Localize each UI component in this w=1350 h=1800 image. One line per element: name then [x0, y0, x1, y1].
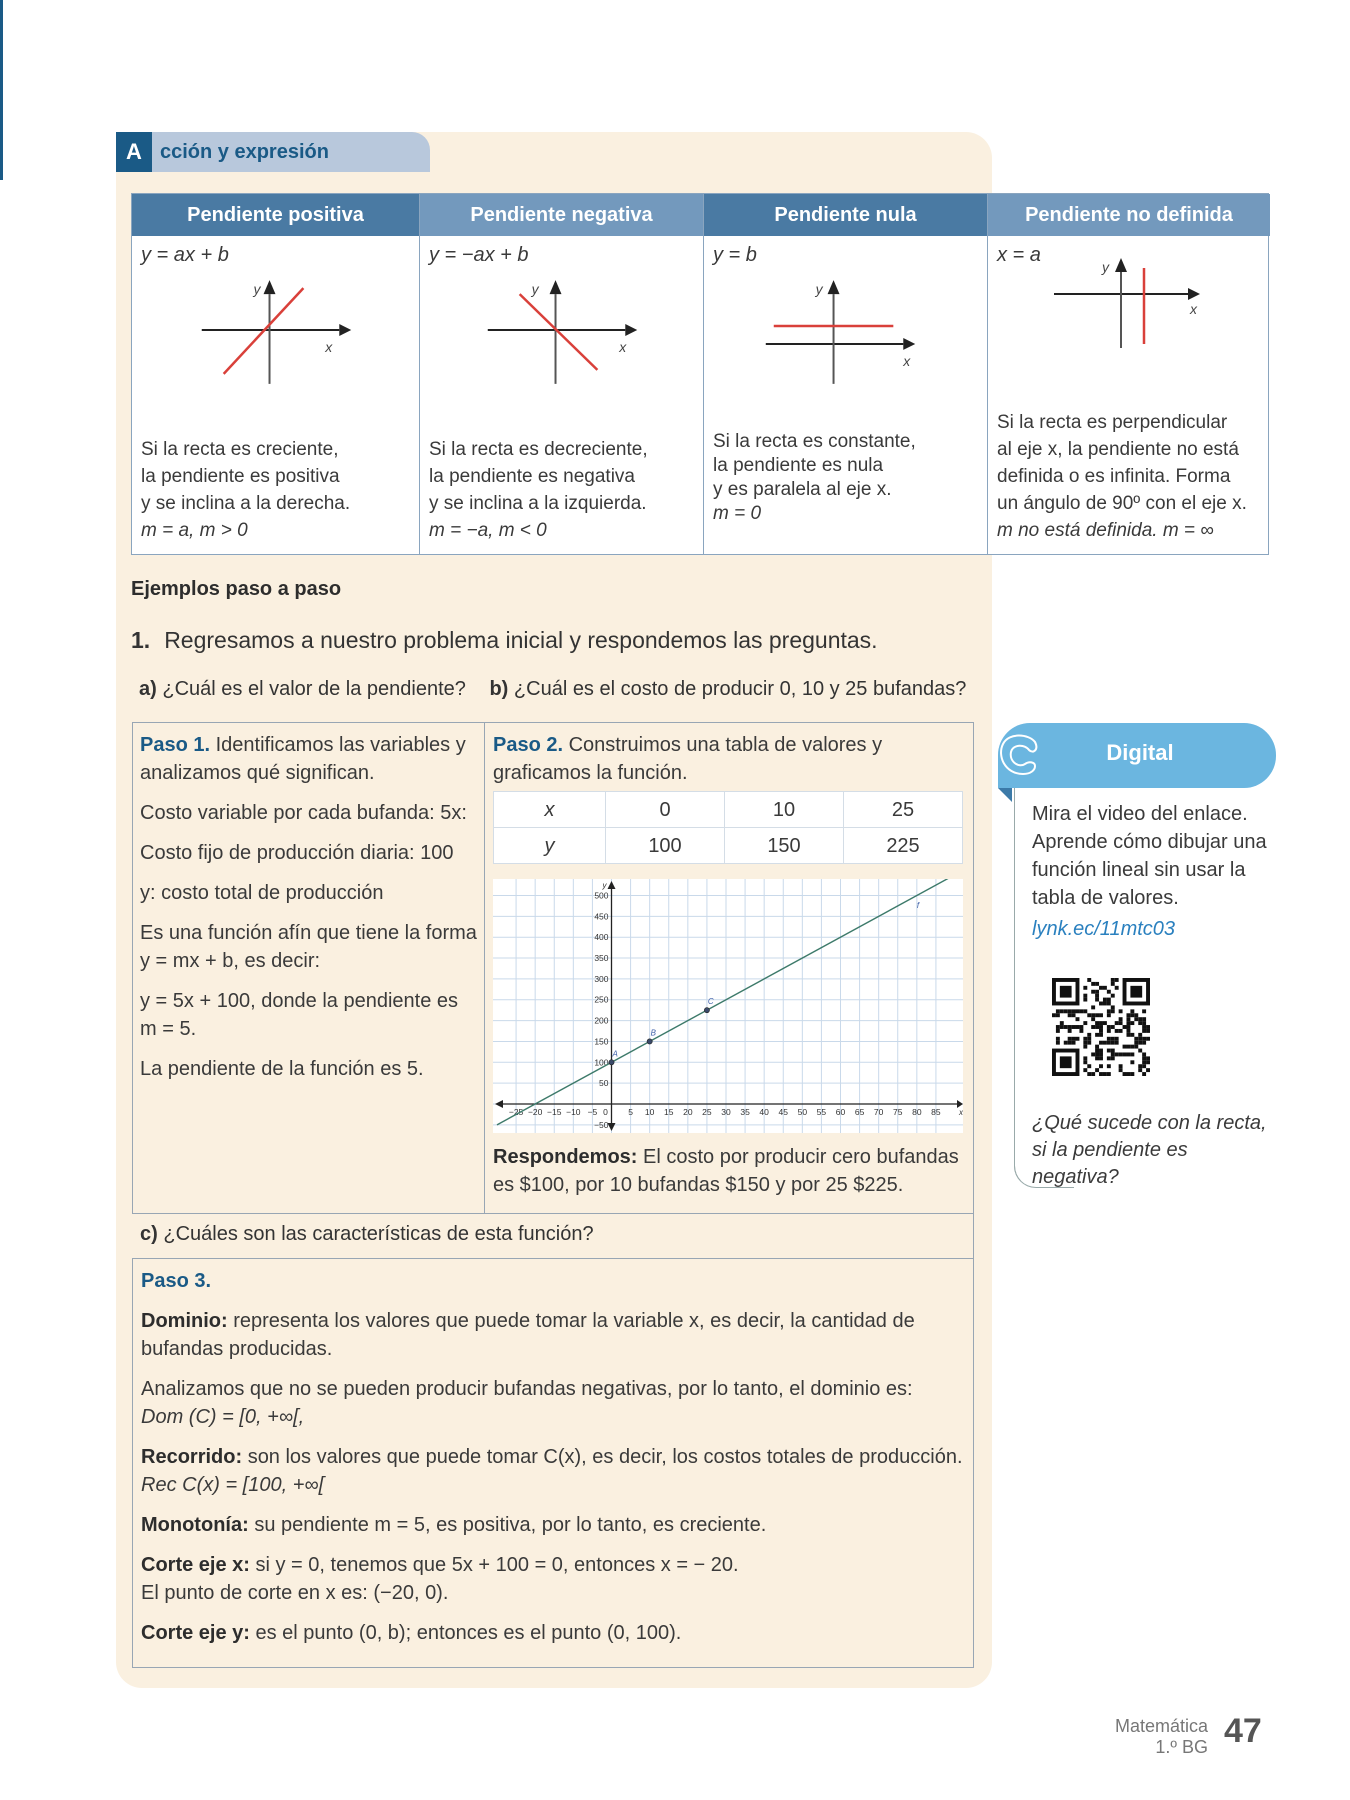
- step-1-title: Paso 1.: [140, 734, 211, 756]
- svg-text:y: y: [1102, 259, 1109, 275]
- page-edge-rule: [0, 0, 3, 180]
- y-axis-label: y: [253, 281, 261, 298]
- positive-slope-graph-icon: [132, 272, 419, 392]
- undefined-slope-graph-icon: [988, 256, 1270, 376]
- question-b: ¿Cuál es el costo de producir 0, 10 y 25 bufandas?: [513, 678, 967, 700]
- question-c: c) ¿Cuáles son las características de esta función?: [132, 1214, 974, 1258]
- x-tick-label: 30: [721, 1106, 731, 1117]
- corte-x: Corte eje x: si y = 0, tenemos que 5x + 100 = 0, entonces x = − 20. El punto de corte en x es: (−20, 0).: [141, 1554, 739, 1604]
- table-row: y 100 150 225: [494, 828, 963, 864]
- y-tick-label: 100: [594, 1057, 609, 1068]
- slope-header: Pendiente negativa: [420, 194, 703, 236]
- question-a: ¿Cuál es el valor de la pendiente?: [162, 678, 466, 700]
- x-tick-label: −25: [508, 1106, 524, 1117]
- slope-m-value: m = −a, m < 0: [429, 520, 547, 541]
- x-axis-label: x: [325, 338, 333, 355]
- svg-text:x: x: [903, 352, 911, 369]
- y-tick-label: 250: [594, 994, 609, 1005]
- slope-header: Pendiente no definida: [988, 194, 1270, 236]
- slope-types-table: [131, 193, 1269, 555]
- page-number: 47: [1224, 1712, 1262, 1750]
- origin-label: 0: [603, 1106, 608, 1117]
- slope-description: Si la recta es creciente, la pendiente es positiva y se inclina a la derecha. m = a, m > 0: [141, 436, 413, 544]
- y-tick-label: 200: [594, 1015, 609, 1026]
- y-tick-label: 500: [594, 890, 609, 901]
- step-1-line: y = 5x + 100, donde la pendiente es m = 5.: [140, 990, 459, 1040]
- x-tick-label: −15: [547, 1106, 562, 1117]
- slope-m-value: m no está definida. m = ∞: [997, 520, 1214, 541]
- slope-description: Si la recta es decreciente, la pendiente es negativa y se inclina a la izquierda. m = −a, m < 0: [429, 436, 697, 544]
- questions-ab: a) ¿Cuál es el valor de la pendiente? b) ¿Cuál es el costo de producir 0, 10 y 25 bufandas?: [139, 678, 967, 700]
- x-tick-label: 85: [931, 1106, 941, 1117]
- slope-col-positive: [132, 194, 420, 554]
- step-2-title: Paso 2.: [493, 734, 564, 756]
- x-tick-label: 10: [644, 1106, 655, 1117]
- step-1-line: La pendiente de la función es 5.: [140, 1058, 424, 1080]
- monotonia: Monotonía: su pendiente m = 5, es positiva, por lo tanto, es creciente.: [141, 1514, 767, 1536]
- slope-header: Pendiente positiva: [132, 194, 419, 236]
- data-point-C: [704, 1008, 709, 1013]
- x-tick-label: −5: [587, 1106, 598, 1117]
- slope-col-negative: [420, 194, 704, 554]
- slope-description: Si la recta es perpendicular al eje x, la pendiente no está definida o es infinita. Forma un ángulo de 90º con el eje x. m no está definida. m = ∞: [997, 409, 1264, 544]
- x-tick-label: 20: [683, 1106, 693, 1117]
- point-label: A: [612, 1049, 618, 1059]
- svg-text:y: y: [815, 281, 823, 298]
- dominio: Dominio: representa los valores que puede tomar la variable x, es decir, la cantidad de bufandas producidas.: [141, 1310, 915, 1360]
- recorrido: Recorrido: son los valores que puede tomar C(x), es decir, los costos totales de producción. Rec C(x) = [100, +∞[: [141, 1446, 963, 1496]
- function-graph-svg: [493, 879, 963, 1133]
- y-axis-arrow-down: [608, 1123, 616, 1131]
- footer-subject: Matemática 1.º BG: [1114, 1716, 1208, 1757]
- section-letter: A: [116, 132, 152, 172]
- y-tick-label: 50: [599, 1078, 609, 1089]
- slope-col-undefined: [988, 194, 1270, 554]
- y-tick-label: 400: [594, 932, 609, 943]
- step-1-line: Costo fijo de producción diaria: 100: [140, 842, 454, 864]
- step-1: Paso 1. Identificamos las variables y analizamos qué significan. Costo variable por cada bufanda: 5x: Costo fijo de producción diaria: 100 y: costo total de producción Es una función afín que tiene la forma y = mx + b, es decir: y = 5x + 100, donde la pendiente es m = 5. La pendiente de la función es 5.: [133, 723, 485, 1213]
- digital-text: Mira el video del enlace. Aprende cómo dibujar una función lineal sin usar la tabla de valores.: [1032, 803, 1267, 909]
- x-axis-arrow: [957, 1100, 963, 1108]
- step-3: [132, 1258, 974, 1668]
- section-title: cción y expresión: [160, 141, 329, 163]
- negative-slope-graph-icon: [420, 272, 703, 392]
- slope-header: Pendiente nula: [704, 194, 987, 236]
- corte-y: Corte eje y: es el punto (0, b); entonces es el punto (0, 100).: [141, 1622, 682, 1644]
- x-tick-label: −10: [566, 1106, 581, 1117]
- function-graph: [493, 879, 963, 1133]
- slope-m-value: m = a, m > 0: [141, 520, 248, 541]
- data-point-B: [647, 1039, 652, 1044]
- steps-1-2-box: [132, 722, 974, 1214]
- x-tick-label: 80: [912, 1106, 922, 1117]
- x-tick-label: −20: [527, 1106, 543, 1117]
- step-1-line: Es una función afín que tiene la forma y = mx + b, es decir:: [140, 922, 477, 972]
- zero-slope-graph-icon: [704, 272, 987, 392]
- x-tick-label: 35: [740, 1106, 750, 1117]
- dominio-analysis: Analizamos que no se pueden producir bufandas negativas, por lo tanto, el dominio es: Dom (C) = [0, +∞[,: [141, 1378, 913, 1428]
- values-table: [493, 791, 963, 864]
- digital-label: Digital: [1106, 740, 1174, 765]
- x-tick-label: 65: [854, 1106, 865, 1117]
- slope-description: Si la recta es constante, la pendiente es nula y es paralela al eje x. m = 0: [713, 430, 981, 526]
- step-3-title: Paso 3.: [141, 1270, 212, 1292]
- x-tick-label: 15: [664, 1106, 674, 1117]
- slope-equation: y = ax + b: [141, 244, 229, 266]
- answer: Respondemos: El costo por producir cero bufandas es $100, por 10 bufandas $150 y por 25 $225.: [493, 1146, 959, 1196]
- x-tick-label: 45: [778, 1106, 788, 1117]
- slope-equation: y = −ax + b: [429, 244, 529, 266]
- table-row: x 0 10 25: [494, 792, 963, 828]
- y-axis-label: y: [602, 881, 607, 890]
- problem-number: 1.: [131, 627, 151, 653]
- step-1-line: y: costo total de producción: [140, 882, 384, 904]
- svg-text:x: x: [1190, 301, 1197, 317]
- y-tick-label: 350: [594, 953, 609, 964]
- slope-col-zero: [704, 194, 988, 554]
- examples-title: Ejemplos paso a paso: [131, 578, 342, 600]
- slope-m-value: m = 0: [713, 503, 762, 524]
- x-tick-label: 60: [835, 1106, 846, 1117]
- digital-fold: [998, 788, 1012, 802]
- problem-statement: 1. Regresamos a nuestro problema inicial y respondemos las preguntas.: [131, 627, 878, 653]
- svg-text:x: x: [619, 338, 627, 355]
- y-tick-label: −50: [594, 1119, 609, 1130]
- x-tick-label: 25: [702, 1106, 712, 1117]
- x-tick-label: 55: [816, 1106, 827, 1117]
- qr-code-icon[interactable]: [1052, 978, 1150, 1076]
- digital-link[interactable]: lynk.ec/11mtc03: [1032, 918, 1176, 940]
- point-label: C: [707, 997, 714, 1007]
- x-axis-arrow-left: [495, 1100, 503, 1108]
- step-2: Paso 2. Construimos una tabla de valores y graficamos la función. x 0 10 25 y 100 150 225 −25 −20 −15 −10 −5 5 10 15 20 25 30 35 40 45 50 55 60 65 70 75 80 85 0 −50 50 100 150 200 250 300 350 400 450 500 x y f A B C Respondemos: El costo por producir cero bufandas es $100, por 10 bufandas $150 y por 25 $225.: [485, 723, 973, 1213]
- x-tick-label: 70: [873, 1106, 884, 1117]
- y-axis-arrow: [608, 881, 616, 889]
- x-tick-label: 75: [893, 1106, 903, 1117]
- x-tick-label: 40: [759, 1106, 769, 1117]
- x-tick-label: 50: [797, 1106, 808, 1117]
- slope-equation: x = a: [997, 244, 1041, 266]
- x-axis-label: x: [959, 1107, 963, 1117]
- digital-c-icon: [995, 730, 1043, 780]
- data-point-A: [609, 1060, 614, 1065]
- step-1-line: Costo variable por cada bufanda: 5x:: [140, 802, 467, 824]
- svg-text:y: y: [531, 281, 539, 298]
- slope-equation: y = b: [713, 244, 757, 266]
- point-label: B: [650, 1028, 657, 1038]
- y-tick-label: 450: [594, 911, 609, 922]
- digital-question: ¿Qué sucede con la recta, si la pendiente es negativa?: [1032, 1112, 1267, 1188]
- y-tick-label: 150: [594, 1036, 609, 1047]
- x-tick-label: 5: [628, 1106, 633, 1117]
- y-tick-label: 300: [594, 973, 609, 984]
- line-label: f: [916, 901, 920, 911]
